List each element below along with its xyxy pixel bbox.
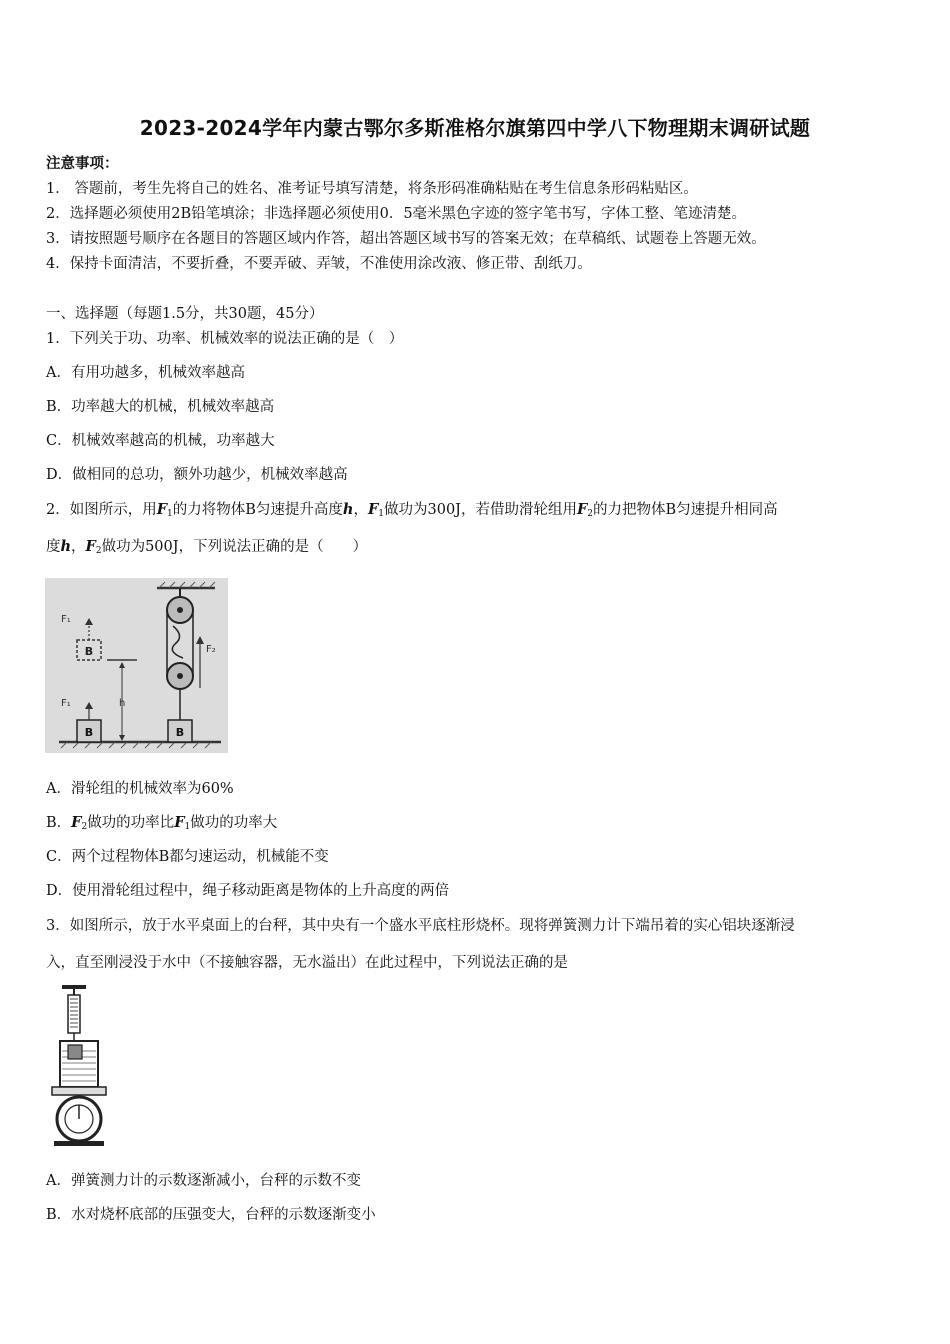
q3-option-b: B．水对烧杯底部的压强变大，台秤的示数逐渐变小 (46, 1207, 376, 1223)
notice-item-3: 3．请按照题号顺序在各题目的答题区域内作答，超出答题区域书写的答案无效；在草稿纸、试题卷上答题无效。 (46, 231, 766, 247)
section-heading: 一、选择题（每题1.5分，共30题，45分） (46, 306, 324, 322)
q2-option-a: A．滑轮组的机械效率为60% (46, 781, 234, 797)
label-b-raised: B (84, 645, 94, 658)
notice-item-4: 4．保持卡面清洁，不要折叠，不要弄破、弄皱，不准使用涂改液、修正带、刮纸刀。 (46, 256, 592, 272)
q1-option-a: A．有用功越多，机械效率越高 (46, 365, 245, 381)
label-h: h (119, 698, 126, 709)
scale-figure (48, 983, 110, 1153)
q1-stem: 1．下列关于功、功率、机械效率的说法正确的是（ ） (46, 331, 404, 347)
page-title: 2023-2024学年内蒙古鄂尔多斯准格尔旗第四中学八下物理期末调研试题 (139, 116, 811, 140)
q2-option-b: B．$F_2$做功的功率比$F_1$做功的功率大 (46, 814, 278, 832)
notice-item-1: 1． 答题前，考生先将自己的姓名、准考证号填写清楚，将条形码准确粘贴在考生信息条形码粘贴区。 (46, 181, 698, 197)
label-f2: F₂ (206, 644, 216, 655)
q1-option-b: B．功率越大的机械，机械效率越高 (46, 399, 275, 415)
q1-option-d: D．做相同的总功，额外功越少，机械效率越高 (46, 467, 348, 483)
q3-stem-line1: 3．如图所示，放于水平桌面上的台秤，其中央有一个盛水平底柱形烧杯。现将弹簧测力计下端吊着的实心铝块逐渐浸 (46, 918, 795, 934)
q2-option-c: C．两个过程物体B都匀速运动，机械能不变 (46, 849, 329, 865)
label-f1-top: F₁ (61, 614, 71, 625)
notice-heading: 注意事项： (46, 155, 119, 172)
label-f1-bottom: F₁ (61, 698, 71, 709)
q2-option-d: D．使用滑轮组过程中，绳子移动距离是物体的上升高度的两倍 (46, 883, 450, 899)
label-b-floor: B (84, 726, 94, 739)
q1-option-c: C．机械效率越高的机械，功率越大 (46, 433, 275, 449)
q2-stem-line1: 2．如图所示，用$F_1$的力将物体B匀速提升高度h，$F_1$做功为300J，若借助滑轮组用$F_2$的力把物体B匀速提升相同高 (46, 501, 778, 519)
label-b-pulley: B (175, 726, 185, 739)
pulley-figure (45, 578, 228, 753)
q2-stem-line2: 度h，$F_2$做功为500J，下列说法正确的是（ ） (46, 538, 368, 556)
q3-stem-line2: 入，直至刚浸没于水中（不接触容器，无水溢出）在此过程中，下列说法正确的是 (46, 955, 568, 971)
q3-option-a: A．弹簧测力计的示数逐渐减小，台秤的示数不变 (46, 1173, 361, 1189)
notice-item-2: 2．选择题必须使用2B铅笔填涂；非选择题必须使用0．5毫米黑色字迹的签字笔书写，字体工整、笔迹清楚。 (46, 206, 747, 222)
